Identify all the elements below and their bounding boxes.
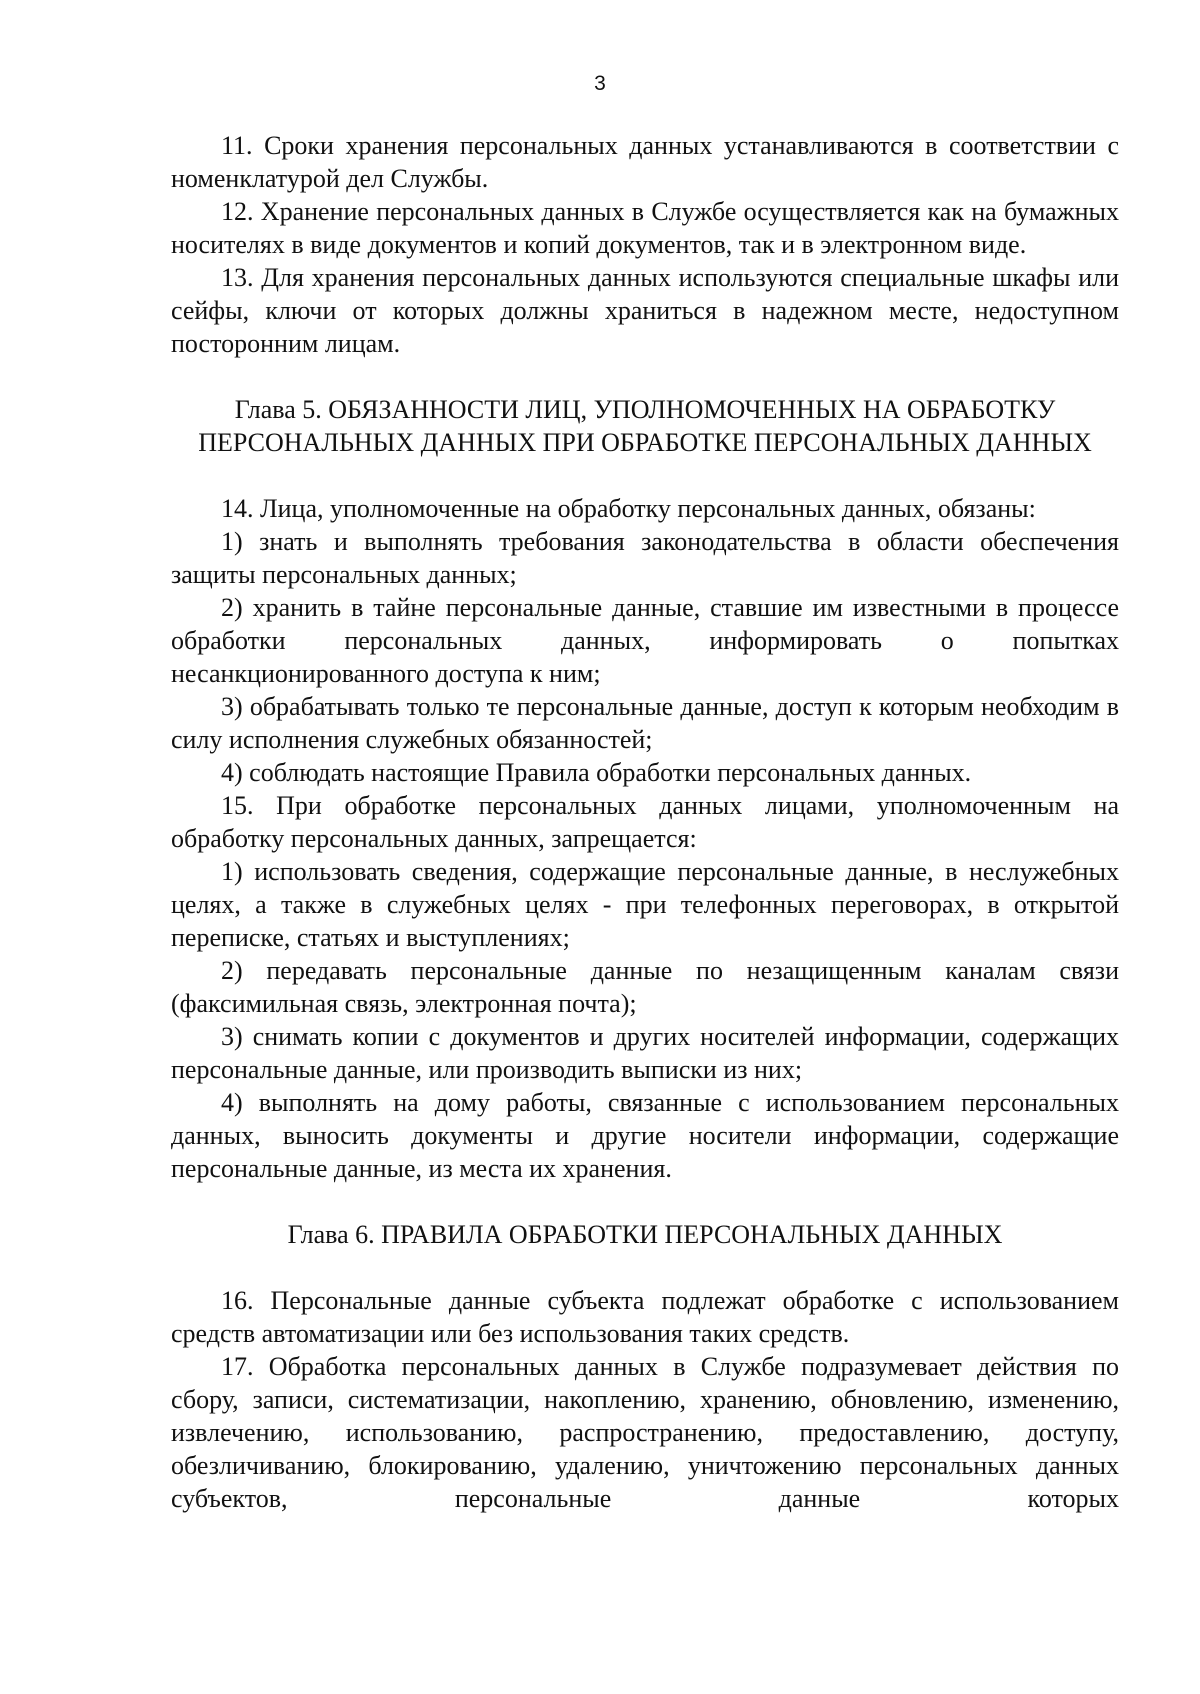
paragraph-15-item-1: 1) использовать сведения, содержащие персональные данные, в неслужебных целях, а также в служебных целях - при телефонных переговорах, в открытой переписке, статьях и выступлениях; — [171, 857, 1119, 952]
paragraph-14-item-3: 3) обрабатывать только те персональные данные, доступ к которым необходим в силу исполнения служебных обязанностей; — [171, 692, 1119, 754]
paragraph-11: 11. Сроки хранения персональных данных устанавливаются в соответствии с номенклатурой дел Службы. — [171, 131, 1119, 193]
chapter-6-title: Глава 6. ПРАВИЛА ОБРАБОТКИ ПЕРСОНАЛЬНЫХ ДАННЫХ — [287, 1220, 1003, 1249]
page-number: 3 — [594, 72, 606, 95]
paragraph-15-item-2: 2) передавать персональные данные по незащищенным каналам связи (факсимильная связь, электронная почта); — [171, 956, 1119, 1018]
spacer — [171, 1185, 1119, 1218]
paragraph-14-item-1: 1) знать и выполнять требования законодательства в области обеспечения защиты персональных данных; — [171, 527, 1119, 589]
paragraph-14-item-2: 2) хранить в тайне персональные данные, ставшие им известными в процессе обработки персональных данных, информировать о попытках несанкционированного доступа к ним; — [171, 593, 1119, 688]
paragraph-15-item-4: 4) выполнять на дому работы, связанные с использованием персональных данных, выносить документы и другие носители информации, содержащие персональные данные, из места их хранения. — [171, 1088, 1119, 1183]
paragraph-16: 16. Персональные данные субъекта подлежат обработке с использованием средств автоматизации или без использования таких средств. — [171, 1286, 1119, 1348]
paragraph-15-item-3: 3) снимать копии с документов и других носителей информации, содержащих персональные данные, или производить выписки из них; — [171, 1022, 1119, 1084]
spacer — [171, 1251, 1119, 1284]
paragraph-13: 13. Для хранения персональных данных используются специальные шкафы или сейфы, ключи от которых должны храниться в надежном месте, недоступном посторонним лицам. — [171, 263, 1119, 358]
paragraph-12: 12. Хранение персональных данных в Службе осуществляется как на бумажных носителях в виде документов и копий документов, так и в электронном виде. — [171, 197, 1119, 259]
document-body — [171, 129, 1119, 1515]
paragraph-14: 14. Лица, уполномоченные на обработку персональных данных, обязаны: — [221, 494, 1036, 523]
paragraph-14-item-4: 4) соблюдать настоящие Правила обработки персональных данных. — [221, 758, 972, 787]
paragraph-15: 15. При обработке персональных данных лицами, уполномоченным на обработку персональных данных, запрещается: — [171, 791, 1119, 853]
spacer — [171, 459, 1119, 492]
paragraph-17: 17. Обработка персональных данных в Службе подразумевает действия по сбору, записи, систематизации, накоплению, хранению, обновлению, изменению, извлечению, использованию, распространению, предоставлению, доступу, обезличиванию, блокированию, удалению, уничтожению персональных данных субъектов, персональные данные которых — [171, 1352, 1119, 1513]
chapter-5-title: Глава 5. ОБЯЗАННОСТИ ЛИЦ, УПОЛНОМОЧЕННЫХ НА ОБРАБОТКУ ПЕРСОНАЛЬНЫХ ДАННЫХ ПРИ ОБРАБОТКЕ ПЕРСОНАЛЬНЫХ ДАННЫХ — [198, 395, 1092, 457]
spacer — [171, 360, 1119, 393]
